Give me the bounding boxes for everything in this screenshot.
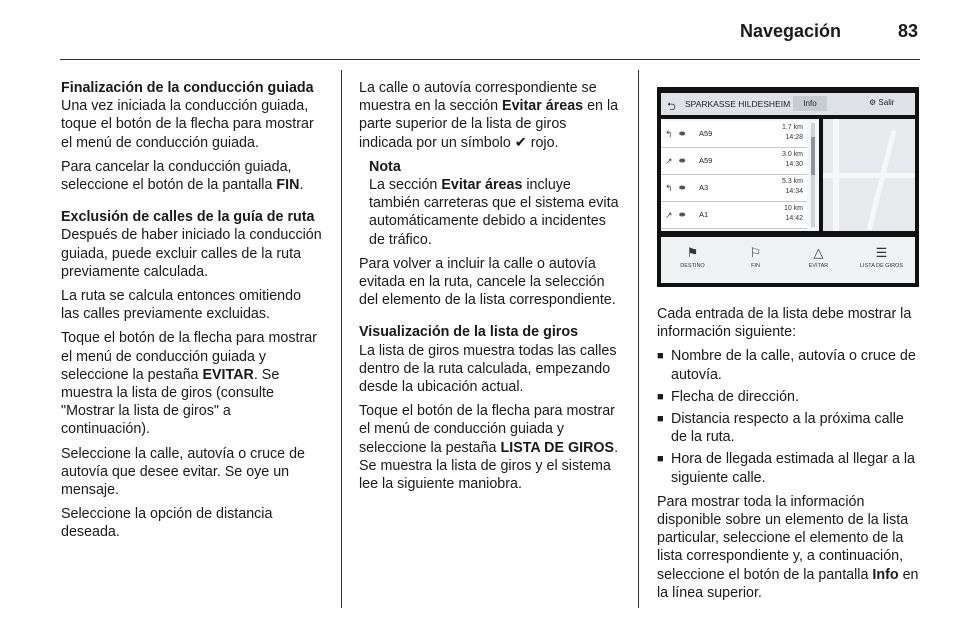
- list-icon: ☰: [875, 245, 888, 260]
- note-title: Nota: [369, 158, 401, 175]
- turn-list-row: ↗ ⬬ A1 10 km 14:42: [661, 202, 807, 229]
- list-item: ■ Hora de llegada estimada al llegar a la siguiente calle.: [657, 450, 921, 486]
- list-scrollbar: [811, 123, 815, 227]
- road-icon: △: [813, 245, 824, 260]
- road-icon: ⬬: [679, 183, 686, 192]
- lista-de-giros-button: ☰ LISTA DE GIROS: [850, 237, 913, 283]
- column-3: [657, 305, 921, 608]
- turn-list-row: ↗ ⬬ A59 3.0 km 14:30: [661, 148, 807, 175]
- screen-top-bar: [661, 93, 915, 115]
- list-item: ■ Nombre de la calle, autovía o cruce de autovía.: [657, 347, 921, 383]
- page-number: 83: [898, 21, 919, 41]
- exit-button: ⚙ Salir: [869, 98, 895, 107]
- heading-turn-list: Visualización de la lista de giros: [359, 324, 579, 341]
- back-arrow-icon: ⮌: [667, 101, 676, 113]
- list-item: ■ Distancia respecto a la próxima calle de la ruta.: [657, 410, 921, 446]
- paragraph: Toque el botón de la flecha para mostrar el menú de conducción guiada y seleccione la pestaña LISTA DE GIROS. Se muestra la lista de giros y el sistema lee la siguiente maniobra.: [359, 403, 619, 493]
- bold-term: Evitar áreas: [502, 98, 584, 115]
- turn-list-row: ↰ ⬬ A59 1.7 km 14:28: [661, 121, 807, 148]
- heading-end-guidance: Finalización de la conducción guiada: [61, 80, 314, 96]
- paragraph: Seleccione la opción de distancia deseada.: [61, 506, 273, 541]
- info-tab: Info: [793, 96, 827, 111]
- column-divider-2: [638, 70, 639, 608]
- bold-term: Info: [872, 566, 899, 583]
- heading-exclude-streets: Exclusión de calles de la guía de ruta: [61, 209, 315, 226]
- road-icon: ⬬: [679, 210, 686, 219]
- header-rule: [60, 59, 920, 60]
- bold-term: FIN: [276, 177, 300, 194]
- paragraph: Para volver a incluir la calle o autovía evitada en la ruta, cancele la selección del elemento de la lista correspondiente.: [359, 255, 616, 309]
- bold-term: EVITAR: [202, 366, 254, 383]
- fin-button: ⚐ FIN: [724, 237, 787, 283]
- paragraph: Una vez iniciada la conducción guiada, toque el botón de la flecha para mostrar el menú de conducción guiada.: [61, 98, 314, 151]
- paragraph: La calle o autovía correspondiente se muestra en la sección Evitar áreas en la parte superior de la lista de giros indicada por un símbolo ✔ rojo.: [359, 80, 619, 151]
- paragraph: Cada entrada de la lista debe mostrar la información siguiente:: [657, 306, 912, 341]
- list-item: ■ Flecha de dirección.: [657, 388, 921, 406]
- column-1: [61, 79, 323, 548]
- turn-list-row: ↰ ⬬ A3 5.3 km 14:34: [661, 175, 807, 202]
- paragraph: Para mostrar toda la información disponible sobre un elemento de la lista particular, seleccione el elemento de la lista correspondiente y, a continuación, seleccione el botón de la pantalla Info en la línea superior.: [657, 493, 919, 601]
- flag-icon: ⚑: [686, 245, 699, 260]
- finish-flag-icon: ⚐: [749, 245, 762, 260]
- turn-arrow-icon: ↗: [665, 156, 673, 166]
- note-text: La sección Evitar áreas incluye también carreteras que el sistema evita automáticamente debido a incidentes de tráfico.: [369, 177, 619, 248]
- paragraph: La ruta se calcula entonces omitiendo las calles previamente excluidas.: [61, 288, 302, 323]
- turn-arrow-icon: ↰: [665, 129, 673, 139]
- info-list: [657, 347, 921, 486]
- bold-term: LISTA DE GIROS: [500, 439, 615, 456]
- destino-button: ⚑ DESTINO: [661, 237, 724, 283]
- evitar-button: △ EVITAR: [787, 237, 850, 283]
- bold-term: Evitar áreas: [441, 177, 523, 194]
- note-box: [359, 158, 622, 249]
- turn-list: [661, 119, 819, 231]
- paragraph: Seleccione la calle, autovía o cruce de autovía que desee evitar. Se oye un mensaje.: [61, 445, 305, 499]
- column-2: [359, 79, 622, 499]
- paragraph: La lista de giros muestra todas las calles dentro de la ruta calculada, empezando desde la ubicación actual.: [359, 342, 617, 396]
- road-icon: ⬬: [679, 129, 686, 138]
- paragraph: Después de haber iniciado la conducción guiada, puede excluir calles de la ruta previamente calculada.: [61, 227, 322, 280]
- column-divider-1: [341, 70, 342, 608]
- turn-arrow-icon: ↗: [665, 210, 673, 220]
- screen-bottom-bar: [661, 237, 915, 283]
- navigation-screen-image: [657, 87, 919, 287]
- turn-arrow-icon: ↰: [665, 183, 673, 193]
- section-title: Navegación: [740, 21, 842, 41]
- road-icon: ⬬: [679, 156, 686, 165]
- paragraph: Para cancelar la conducción guiada, seleccione el botón de la pantalla FIN.: [61, 158, 304, 194]
- paragraph: Toque el botón de la flecha para mostrar el menú de conducción guiada y seleccione la pestaña EVITAR. Se muestra la lista de giros (consulte "Mostrar la lista de giros" a continuación).: [61, 330, 317, 438]
- destination-label: SPARKASSE HILDESHEIM: [685, 99, 791, 109]
- map-preview: [823, 119, 915, 231]
